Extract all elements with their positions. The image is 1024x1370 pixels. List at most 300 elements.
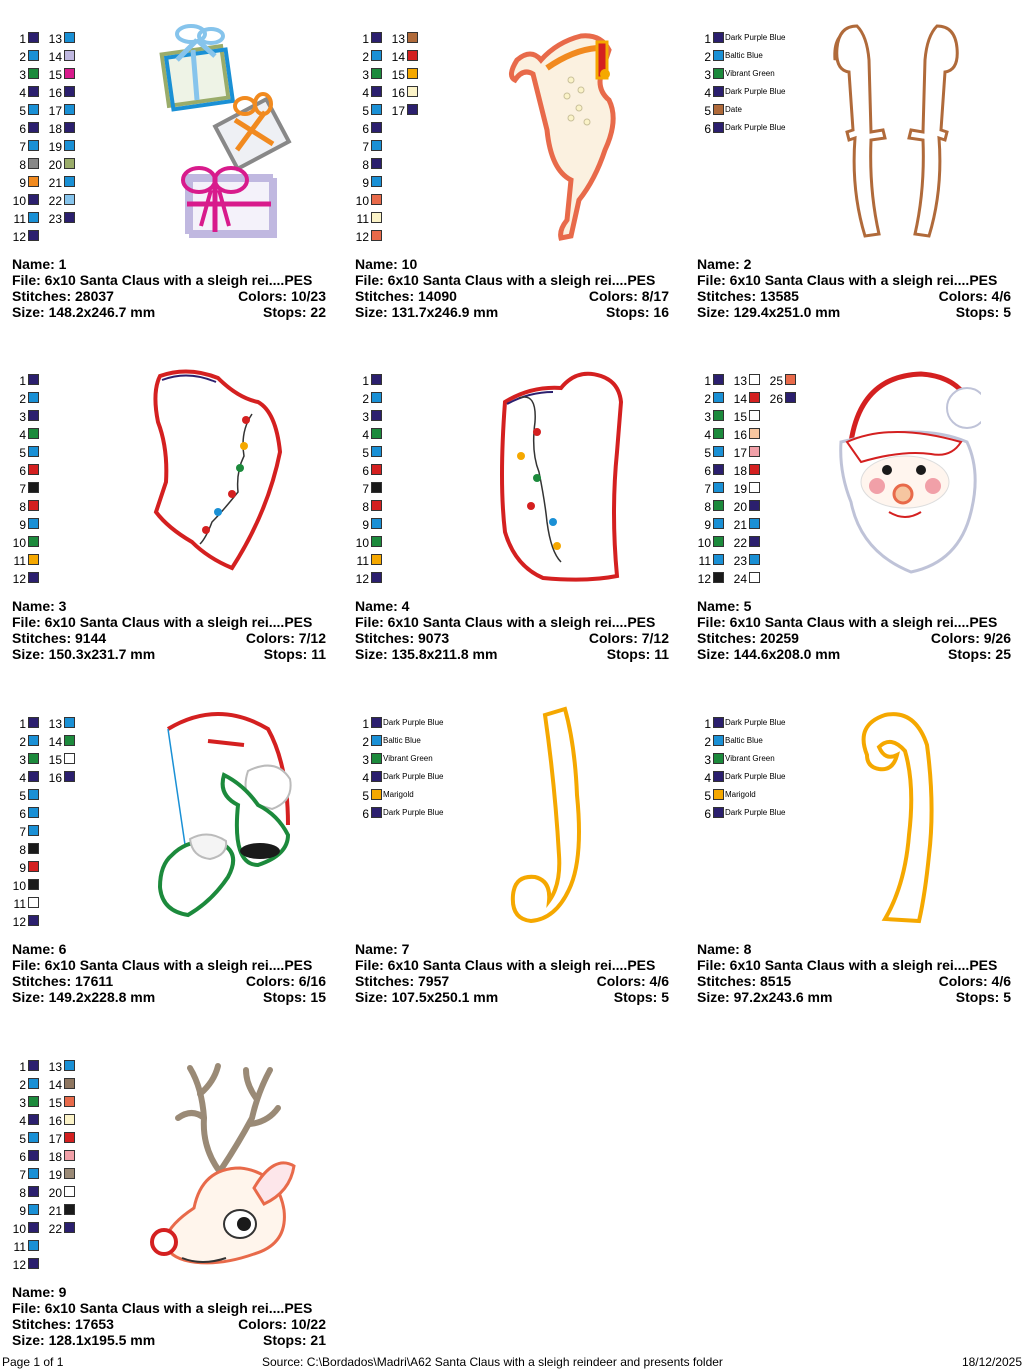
swatch-number: 10 — [355, 536, 369, 550]
color-swatch — [371, 140, 382, 151]
color-swatch — [371, 230, 382, 241]
design-card — [12, 10, 328, 330]
color-swatch — [371, 392, 382, 403]
color-swatch — [28, 1132, 39, 1143]
stocking-left-art — [148, 362, 298, 592]
runner-right-art — [845, 705, 965, 935]
swatch-number: 11 — [13, 897, 26, 911]
thread-name: Dark Purple Blue — [725, 123, 786, 132]
swatch-number: 8 — [362, 158, 369, 172]
stitch-count: Stitches: 20259 — [697, 630, 799, 646]
swatch-number: 16 — [391, 86, 405, 100]
color-swatch — [64, 1132, 75, 1143]
design-info — [355, 941, 671, 1005]
stop-count: Stops: 5 — [955, 304, 1011, 320]
color-swatch — [28, 482, 39, 493]
design-file: File: 6x10 Santa Claus with a sleigh rei....PES — [12, 957, 313, 973]
stitch-count: Stitches: 9073 — [355, 630, 450, 646]
swatch-number: 5 — [362, 789, 369, 803]
design-file: File: 6x10 Santa Claus with a sleigh rei....PES — [697, 614, 998, 630]
color-swatch — [28, 446, 39, 457]
color-swatch — [371, 789, 382, 800]
color-swatch — [749, 464, 760, 475]
thread-name: Dark Purple Blue — [725, 808, 786, 817]
design-file: File: 6x10 Santa Claus with a sleigh rei....PES — [12, 272, 313, 288]
swatch-number: 7 — [19, 1168, 26, 1182]
thread-name: Marigold — [725, 790, 756, 799]
swatch-number: 3 — [704, 410, 711, 424]
swatch-number: 7 — [704, 482, 711, 496]
design-name: Name: 5 — [697, 598, 752, 614]
swatch-number: 12 — [355, 572, 369, 586]
color-swatch — [28, 536, 39, 547]
color-swatch — [64, 194, 75, 205]
swatch-number: 9 — [362, 518, 369, 532]
color-swatch — [371, 158, 382, 169]
color-swatch — [371, 735, 382, 746]
color-swatch — [28, 771, 39, 782]
swatch-number: 5 — [362, 104, 369, 118]
color-swatch — [28, 176, 39, 187]
color-swatch — [64, 1168, 75, 1179]
color-swatch — [713, 572, 724, 583]
design-size: Size: 149.2x228.8 mm — [12, 989, 156, 1005]
design-info — [355, 598, 671, 662]
color-swatch — [749, 374, 760, 385]
design-size: Size: 150.3x231.7 mm — [12, 646, 156, 662]
design-size: Size: 128.1x195.5 mm — [12, 1332, 156, 1348]
color-count: Colors: 10/23 — [238, 288, 326, 304]
color-swatch — [28, 1258, 39, 1269]
thread-name: Dark Purple Blue — [725, 33, 786, 42]
color-swatch — [64, 717, 75, 728]
thread-name: Dark Purple Blue — [383, 808, 444, 817]
swatch-number: 19 — [733, 482, 747, 496]
color-swatch — [785, 392, 796, 403]
color-swatch — [28, 32, 39, 43]
color-swatch — [371, 410, 382, 421]
swatch-number: 1 — [362, 374, 369, 388]
color-swatch — [371, 717, 382, 728]
swatch-number: 9 — [19, 861, 26, 875]
swatch-number: 12 — [12, 572, 26, 586]
stop-count: Stops: 21 — [262, 1332, 326, 1348]
swatch-number: 23 — [733, 554, 747, 568]
swatch-number: 1 — [704, 32, 711, 46]
design-name: Name: 4 — [355, 598, 410, 614]
color-swatch — [713, 735, 724, 746]
color-swatch — [713, 789, 724, 800]
color-swatch — [28, 392, 39, 403]
swatch-number: 17 — [48, 1132, 62, 1146]
santa-head-art — [821, 362, 981, 592]
stitch-count: Stitches: 14090 — [355, 288, 457, 304]
swatch-number: 20 — [48, 1186, 62, 1200]
color-swatch — [64, 158, 75, 169]
color-swatch — [28, 789, 39, 800]
color-swatch — [28, 897, 39, 908]
color-swatch — [64, 140, 75, 151]
color-swatch — [28, 104, 39, 115]
color-swatch — [749, 500, 760, 511]
swatch-number: 4 — [362, 771, 369, 785]
color-swatch — [28, 1078, 39, 1089]
swatch-number: 7 — [19, 482, 26, 496]
color-swatch — [371, 771, 382, 782]
thread-name: Dark Purple Blue — [725, 87, 786, 96]
swatch-number: 13 — [48, 717, 62, 731]
color-swatch — [64, 104, 75, 115]
design-file: File: 6x10 Santa Claus with a sleigh rei....PES — [355, 272, 656, 288]
stop-count: Stops: 22 — [262, 304, 326, 320]
color-swatch — [407, 104, 418, 115]
swatch-number: 8 — [19, 843, 26, 857]
color-swatch — [64, 86, 75, 97]
swatch-number: 1 — [704, 717, 711, 731]
stop-count: Stops: 25 — [947, 646, 1011, 662]
design-name: Name: 1 — [12, 256, 67, 272]
color-swatch — [749, 572, 760, 583]
swatch-number: 5 — [362, 446, 369, 460]
thread-name: Baltic Blue — [383, 736, 421, 745]
color-count: Colors: 9/26 — [930, 630, 1011, 646]
swatch-number: 16 — [48, 86, 62, 100]
color-swatch — [371, 32, 382, 43]
color-swatch — [713, 807, 724, 818]
swatch-number: 16 — [733, 428, 747, 442]
color-swatch — [28, 1096, 39, 1107]
swatch-number: 5 — [19, 446, 26, 460]
color-swatch — [713, 68, 724, 79]
swatch-number: 4 — [704, 428, 711, 442]
swatch-number: 7 — [19, 825, 26, 839]
color-swatch — [64, 735, 75, 746]
color-swatch — [749, 428, 760, 439]
swatch-number: 2 — [704, 50, 711, 64]
color-swatch — [64, 1114, 75, 1125]
color-swatch — [64, 1222, 75, 1233]
thread-name: Dark Purple Blue — [725, 772, 786, 781]
swatch-number: 26 — [769, 392, 783, 406]
color-swatch — [28, 1114, 39, 1125]
color-swatch — [28, 518, 39, 529]
color-swatch — [28, 1168, 39, 1179]
swatch-number: 16 — [48, 771, 62, 785]
swatch-number: 13 — [48, 32, 62, 46]
stitch-count: Stitches: 28037 — [12, 288, 114, 304]
brackets-art — [827, 20, 967, 250]
color-swatch — [407, 32, 418, 43]
design-size: Size: 135.8x211.8 mm — [355, 646, 498, 662]
page-footer — [0, 1354, 1024, 1370]
design-file: File: 6x10 Santa Claus with a sleigh rei....PES — [697, 272, 998, 288]
swatch-number: 6 — [19, 807, 26, 821]
swatch-number: 23 — [48, 212, 62, 226]
swatch-number: 11 — [356, 554, 369, 568]
color-swatch — [64, 1078, 75, 1089]
design-card — [355, 695, 671, 1015]
swatch-number: 11 — [356, 212, 369, 226]
swatch-number: 9 — [19, 1204, 26, 1218]
swatch-number: 1 — [362, 32, 369, 46]
color-swatch — [371, 50, 382, 61]
design-file: File: 6x10 Santa Claus with a sleigh rei....PES — [355, 614, 656, 630]
swatch-number: 1 — [19, 32, 26, 46]
swatch-number: 11 — [13, 554, 26, 568]
swatch-number: 20 — [48, 158, 62, 172]
color-swatch — [28, 843, 39, 854]
design-name: Name: 10 — [355, 256, 418, 272]
thread-name: Dark Purple Blue — [383, 718, 444, 727]
stop-count: Stops: 16 — [605, 304, 669, 320]
color-swatch — [749, 536, 760, 547]
design-info — [12, 941, 328, 1005]
color-swatch — [749, 554, 760, 565]
swatch-number: 20 — [733, 500, 747, 514]
color-count: Colors: 7/12 — [245, 630, 326, 646]
thread-name: Dark Purple Blue — [725, 718, 786, 727]
color-swatch — [371, 807, 382, 818]
swatch-number: 22 — [733, 536, 747, 550]
swatch-number: 15 — [733, 410, 747, 424]
color-swatch — [713, 50, 724, 61]
color-swatch — [371, 482, 382, 493]
swatch-number: 25 — [769, 374, 783, 388]
design-card — [12, 1038, 328, 1358]
swatch-number: 17 — [733, 446, 747, 460]
color-swatch — [28, 807, 39, 818]
swatch-number: 13 — [733, 374, 747, 388]
stop-count: Stops: 15 — [262, 989, 326, 1005]
color-swatch — [371, 374, 382, 385]
swatch-number: 10 — [12, 194, 26, 208]
color-swatch — [371, 446, 382, 457]
swatch-number: 1 — [19, 1060, 26, 1074]
swatch-number: 3 — [19, 410, 26, 424]
color-swatch — [28, 428, 39, 439]
color-swatch — [28, 500, 39, 511]
stocking-right-art — [491, 362, 641, 592]
color-swatch — [749, 392, 760, 403]
swatch-number: 18 — [48, 122, 62, 136]
swatch-number: 1 — [19, 717, 26, 731]
swatch-number: 4 — [19, 1114, 26, 1128]
color-swatch — [713, 32, 724, 43]
swatch-number: 4 — [704, 86, 711, 100]
color-count: Colors: 4/6 — [938, 288, 1011, 304]
design-size: Size: 97.2x243.6 mm — [697, 989, 833, 1005]
color-swatch — [713, 753, 724, 764]
swatch-number: 4 — [362, 428, 369, 442]
swatch-number: 4 — [19, 86, 26, 100]
swatch-number: 1 — [362, 717, 369, 731]
swatch-number: 8 — [704, 500, 711, 514]
design-info — [12, 1284, 328, 1348]
swatch-number: 22 — [48, 194, 62, 208]
stitch-count: Stitches: 13585 — [697, 288, 799, 304]
design-size: Size: 148.2x246.7 mm — [12, 304, 156, 320]
color-swatch — [713, 771, 724, 782]
color-swatch — [713, 428, 724, 439]
design-name: Name: 7 — [355, 941, 410, 957]
swatch-number: 4 — [362, 86, 369, 100]
color-swatch — [28, 1240, 39, 1251]
swatch-number: 4 — [704, 771, 711, 785]
thread-name: Dark Purple Blue — [383, 772, 444, 781]
stop-count: Stops: 5 — [613, 989, 669, 1005]
stop-count: Stops: 11 — [606, 646, 669, 662]
swatch-number: 10 — [12, 879, 26, 893]
color-swatch — [64, 753, 75, 764]
swatch-number: 6 — [362, 807, 369, 821]
swatch-number: 2 — [362, 735, 369, 749]
design-info — [355, 256, 671, 320]
design-name: Name: 6 — [12, 941, 67, 957]
design-card — [697, 352, 1013, 672]
color-swatch — [64, 1186, 75, 1197]
color-swatch — [64, 1060, 75, 1071]
swatch-number: 3 — [362, 410, 369, 424]
color-swatch — [28, 212, 39, 223]
swatch-number: 5 — [19, 104, 26, 118]
color-swatch — [713, 536, 724, 547]
color-swatch — [371, 68, 382, 79]
swatch-number: 3 — [362, 753, 369, 767]
swatch-number: 10 — [355, 194, 369, 208]
reindeer-leg-art — [501, 20, 631, 255]
color-swatch — [64, 771, 75, 782]
color-swatch — [371, 86, 382, 97]
color-swatch — [713, 410, 724, 421]
thread-name: Date — [725, 105, 742, 114]
color-swatch — [28, 86, 39, 97]
stitch-count: Stitches: 17653 — [12, 1316, 114, 1332]
color-swatch — [371, 753, 382, 764]
color-swatch — [64, 212, 75, 223]
color-swatch — [28, 140, 39, 151]
thread-name: Vibrant Green — [383, 754, 433, 763]
stitch-count: Stitches: 9144 — [12, 630, 107, 646]
color-swatch — [64, 122, 75, 133]
design-size: Size: 129.4x251.0 mm — [697, 304, 841, 320]
swatch-number: 9 — [704, 518, 711, 532]
color-swatch — [28, 68, 39, 79]
color-swatch — [28, 158, 39, 169]
swatch-number: 2 — [704, 392, 711, 406]
color-count: Colors: 4/6 — [938, 973, 1011, 989]
color-swatch — [28, 410, 39, 421]
color-swatch — [713, 554, 724, 565]
swatch-number: 15 — [48, 753, 62, 767]
swatch-number: 14 — [48, 735, 62, 749]
swatch-number: 3 — [19, 1096, 26, 1110]
color-swatch — [28, 50, 39, 61]
color-swatch — [64, 1204, 75, 1215]
color-swatch — [28, 1150, 39, 1161]
color-swatch — [28, 861, 39, 872]
swatch-number: 7 — [19, 140, 26, 154]
swatch-number: 2 — [704, 735, 711, 749]
source-path: Source: C:\Bordados\Madri\A62 Santa Claus with a sleigh reindeer and presents folder — [262, 1355, 723, 1369]
design-info — [697, 598, 1013, 662]
color-swatch — [28, 554, 39, 565]
swatch-number: 6 — [19, 1150, 26, 1164]
swatch-number: 16 — [48, 1114, 62, 1128]
color-swatch — [371, 212, 382, 223]
swatch-number: 5 — [704, 446, 711, 460]
color-swatch — [371, 500, 382, 511]
swatch-number: 10 — [12, 1222, 26, 1236]
stitch-count: Stitches: 7957 — [355, 973, 450, 989]
swatch-number: 17 — [391, 104, 405, 118]
swatch-number: 7 — [362, 140, 369, 154]
swatch-number: 12 — [355, 230, 369, 244]
design-name: Name: 2 — [697, 256, 752, 272]
swatch-number: 7 — [362, 482, 369, 496]
swatch-number: 14 — [733, 392, 747, 406]
design-name: Name: 9 — [12, 1284, 67, 1300]
design-name: Name: 8 — [697, 941, 752, 957]
swatch-number: 15 — [391, 68, 405, 82]
color-swatch — [713, 446, 724, 457]
swatch-number: 11 — [13, 1240, 26, 1254]
design-card — [355, 10, 671, 330]
swatch-number: 8 — [19, 500, 26, 514]
color-swatch — [64, 1150, 75, 1161]
design-info — [12, 598, 328, 662]
color-swatch — [713, 122, 724, 133]
swatch-number: 12 — [12, 230, 26, 244]
color-swatch — [713, 104, 724, 115]
stitch-count: Stitches: 8515 — [697, 973, 792, 989]
design-file: File: 6x10 Santa Claus with a sleigh rei....PES — [12, 614, 313, 630]
color-swatch — [713, 717, 724, 728]
color-count: Colors: 10/22 — [238, 1316, 326, 1332]
swatch-number: 3 — [704, 753, 711, 767]
design-name: Name: 3 — [12, 598, 67, 614]
swatch-number: 12 — [12, 1258, 26, 1272]
color-swatch — [64, 32, 75, 43]
design-card — [697, 695, 1013, 1015]
print-date: 18/12/2025 — [961, 1355, 1022, 1369]
swatch-number: 2 — [362, 392, 369, 406]
swatch-number: 4 — [19, 771, 26, 785]
swatch-number: 15 — [48, 1096, 62, 1110]
swatch-number: 5 — [19, 1132, 26, 1146]
swatch-number: 18 — [733, 464, 747, 478]
swatch-number: 9 — [19, 176, 26, 190]
stop-count: Stops: 11 — [263, 646, 326, 662]
color-count: Colors: 6/16 — [245, 973, 326, 989]
design-card — [12, 695, 328, 1015]
stitch-count: Stitches: 17611 — [12, 973, 114, 989]
design-card — [697, 10, 1013, 330]
swatch-number: 3 — [362, 68, 369, 82]
thread-name: Vibrant Green — [725, 69, 775, 78]
swatch-number: 10 — [697, 536, 711, 550]
swatch-number: 6 — [362, 122, 369, 136]
swatch-number: 12 — [12, 915, 26, 929]
design-card — [355, 352, 671, 672]
color-swatch — [407, 50, 418, 61]
color-swatch — [407, 68, 418, 79]
swatch-number: 5 — [19, 789, 26, 803]
color-swatch — [64, 1096, 75, 1107]
swatch-number: 14 — [48, 50, 62, 64]
swatch-number: 13 — [391, 32, 405, 46]
swatch-number: 2 — [19, 50, 26, 64]
color-swatch — [749, 518, 760, 529]
